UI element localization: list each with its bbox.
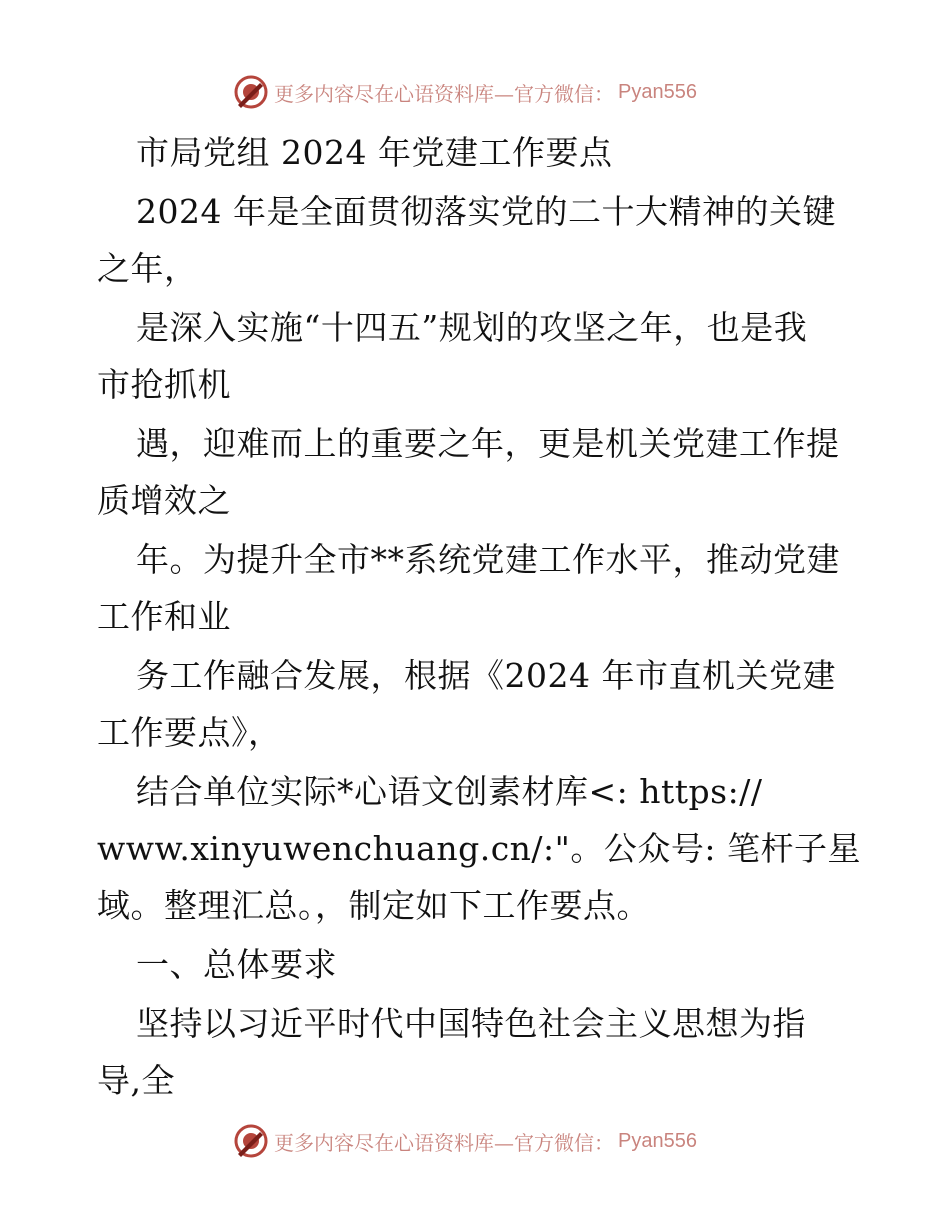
paragraph-line: 务工作融合发展，根据《2024 年市直机关党建: [136, 656, 836, 695]
pen-logo-icon: [234, 75, 268, 109]
paragraph-line: 市抢抓机: [97, 365, 231, 404]
section-heading: 一、总体要求: [136, 945, 337, 984]
paragraph-line: www.xinyuwenchuang.cn/:"。公众号: 笔杆子星: [97, 829, 861, 868]
paragraph-line: 结合单位实际*心语文创素材库<: https://: [136, 772, 763, 811]
banner-text: 更多内容尽在心语资料库—官方微信：: [274, 81, 614, 106]
paragraph-line: 坚持以习近平时代中国特色社会主义思想为指: [136, 1004, 806, 1043]
paragraph-line: 年。为提升全市**系统党建工作水平，推动党建: [136, 540, 840, 579]
paragraph-line: 2024 年是全面贯彻落实党的二十大精神的关键: [136, 192, 836, 231]
paragraph-line: 工作要点》，: [97, 713, 282, 752]
header-banner: [234, 72, 697, 112]
paragraph-line: 质增效之: [97, 481, 231, 520]
wechat-id: Pyan556: [618, 1129, 697, 1152]
pen-logo-icon: [234, 1124, 268, 1158]
banner-text: 更多内容尽在心语资料库—官方微信：: [274, 1130, 614, 1155]
paragraph-line: 之年，: [97, 249, 198, 288]
footer-banner: [234, 1121, 697, 1161]
paragraph-line: 工作和业: [97, 597, 231, 636]
paragraph-line: 遇，迎难而上的重要之年，更是机关党建工作提: [136, 424, 840, 463]
paragraph-line: 导,全: [97, 1061, 175, 1100]
paragraph-line: 域。整理汇总。，制定如下工作要点。: [97, 886, 650, 925]
paragraph-line: 是深入实施“十四五”规划的攻坚之年，也是我: [136, 308, 808, 347]
wechat-id: Pyan556: [618, 80, 697, 103]
document-title: 市局党组 2024 年党建工作要点: [136, 133, 613, 172]
